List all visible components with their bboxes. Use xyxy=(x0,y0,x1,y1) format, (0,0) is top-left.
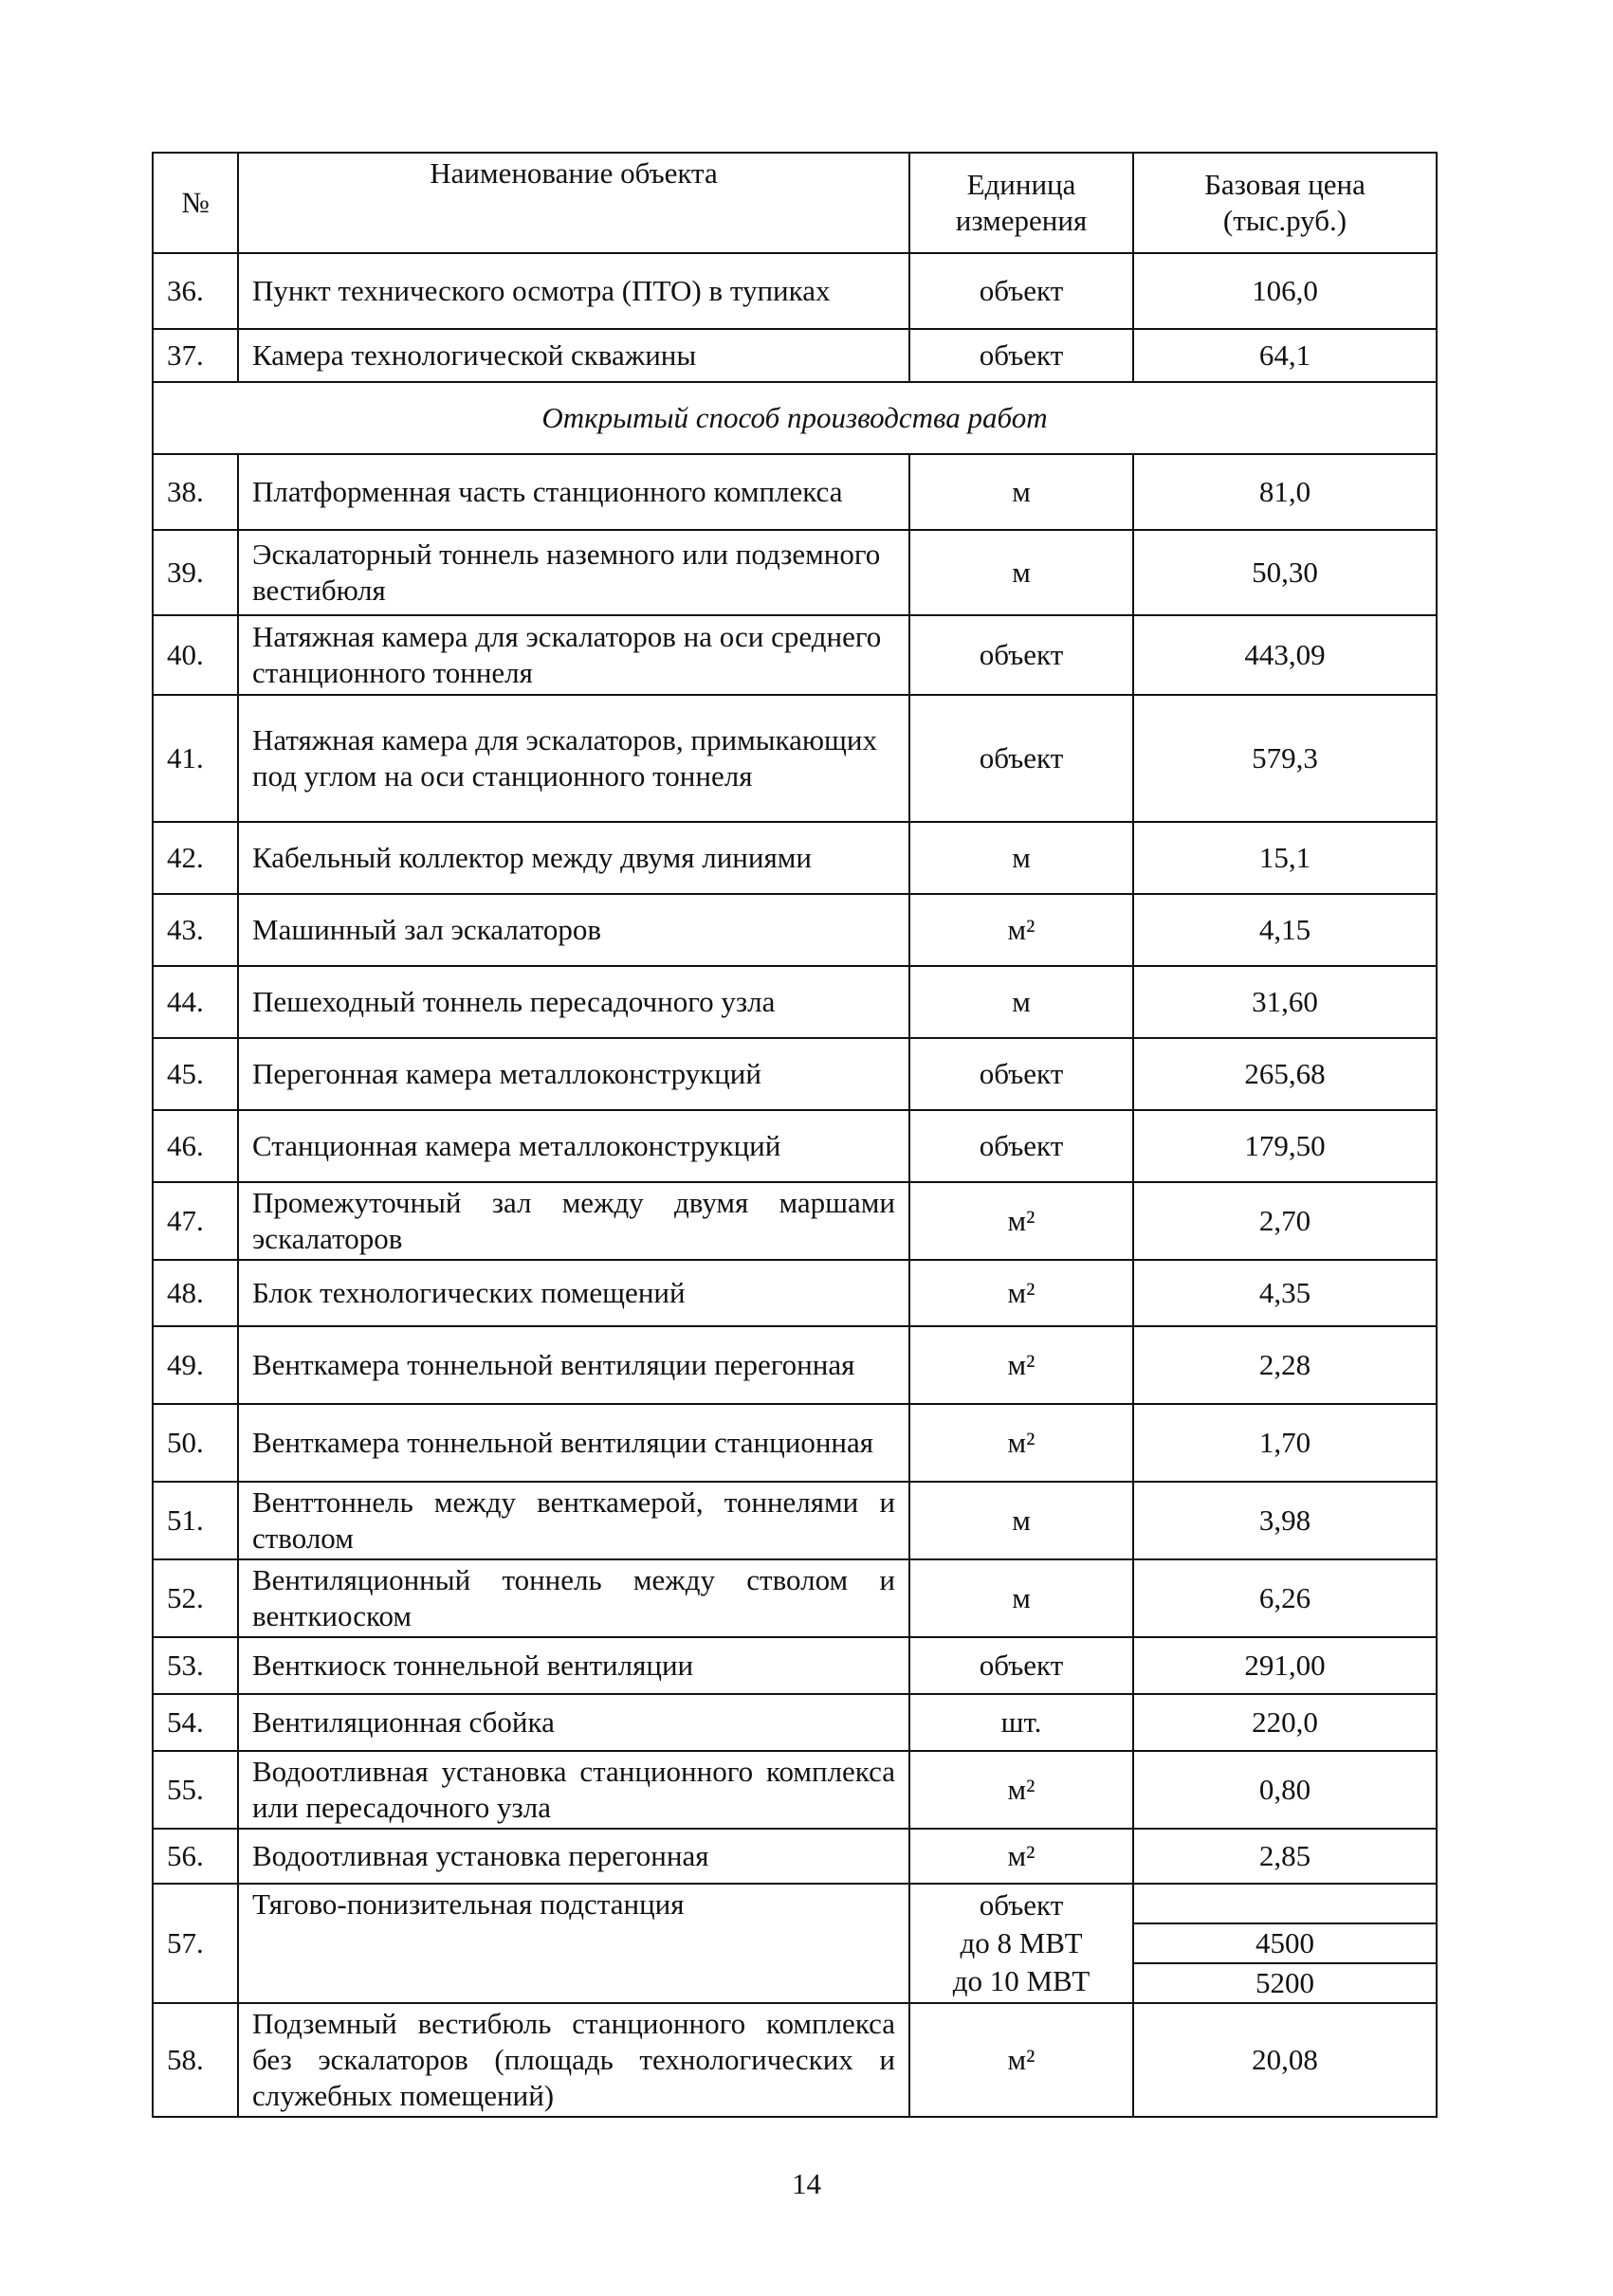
row-name: Перегонная камера металлоконструкций xyxy=(238,1038,909,1110)
row-unit: м xyxy=(909,1482,1133,1559)
row-name: Платформенная часть станционного комплекса xyxy=(238,454,909,530)
row-num: 47. xyxy=(153,1182,238,1260)
row-unit: м² xyxy=(909,1326,1133,1404)
row57-unit-line1: объект xyxy=(979,1888,1064,1922)
row-num: 49. xyxy=(153,1326,238,1404)
row-price: 2,28 xyxy=(1133,1326,1437,1404)
row-num: 37. xyxy=(153,329,238,382)
row-price: 4,35 xyxy=(1133,1260,1437,1326)
row-unit: м² xyxy=(909,1260,1133,1326)
row-price: 106,0 xyxy=(1133,253,1437,329)
row-num: 56. xyxy=(153,1829,238,1884)
row-unit: объект xyxy=(909,615,1133,695)
row-price: 291,00 xyxy=(1133,1637,1437,1694)
row-name: Водоотливная установка станционного комплекса или пересадочного узла xyxy=(238,1751,909,1829)
table-row xyxy=(153,1637,1437,1694)
table-row xyxy=(153,1751,1437,1829)
row-unit: м² xyxy=(909,894,1133,966)
table-row-58 xyxy=(153,2003,1437,2117)
header-name: Наименование объекта xyxy=(238,153,909,253)
table-row xyxy=(153,894,1437,966)
row-price: 265,68 xyxy=(1133,1038,1437,1110)
row-unit: м² xyxy=(909,1751,1133,1829)
table-row xyxy=(153,253,1437,329)
row-unit: объект xyxy=(909,253,1133,329)
table-row xyxy=(153,1326,1437,1404)
row57-price-line2: 4500 xyxy=(1134,1922,1436,1962)
row-price: 4,15 xyxy=(1133,894,1437,966)
row-num: 41. xyxy=(153,695,238,822)
table-row xyxy=(153,822,1437,894)
row-num: 53. xyxy=(153,1637,238,1694)
header-price xyxy=(1133,153,1437,253)
row57-price-line3: 5200 xyxy=(1134,1962,1436,2002)
row-num: 55. xyxy=(153,1751,238,1829)
row-name: Венткамера тоннельной вентиляции перегонная xyxy=(238,1326,909,1404)
row-num: 45. xyxy=(153,1038,238,1110)
row-price: 220,0 xyxy=(1133,1694,1437,1751)
row-num: 38. xyxy=(153,454,238,530)
row57-unit-line2: до 8 МВТ xyxy=(960,1926,1083,1959)
table-row xyxy=(153,615,1437,695)
row-unit: м xyxy=(909,1559,1133,1637)
row57-unit-line3: до 10 МВТ xyxy=(952,1964,1091,1997)
page-number: 14 xyxy=(792,2167,821,2200)
table-row xyxy=(153,1260,1437,1326)
row-price: 179,50 xyxy=(1133,1110,1437,1182)
row-price: 81,0 xyxy=(1133,454,1437,530)
rows-main xyxy=(153,454,1437,1884)
row-unit: м xyxy=(909,966,1133,1038)
row-price: 6,26 xyxy=(1133,1559,1437,1637)
table-row xyxy=(153,454,1437,530)
row-name: Венткиоск тоннельной вентиляции xyxy=(238,1637,909,1694)
row-num: 52. xyxy=(153,1559,238,1637)
row-num: 40. xyxy=(153,615,238,695)
row-name: Пешеходный тоннель пересадочного узла xyxy=(238,966,909,1038)
row-num: 50. xyxy=(153,1404,238,1482)
row-unit: м xyxy=(909,822,1133,894)
row-unit: м² xyxy=(909,2003,1133,2117)
price-table xyxy=(152,152,1438,2118)
row-unit: объект xyxy=(909,329,1133,382)
row-price: 1,70 xyxy=(1133,1404,1437,1482)
row-name: Подземный вестибюль станционного комплекса без эскалаторов (площадь технологических и служебных помещений) xyxy=(238,2003,909,2117)
row-price: 31,60 xyxy=(1133,966,1437,1038)
row-num: 48. xyxy=(153,1260,238,1326)
row-unit: объект xyxy=(909,695,1133,822)
row-num: 51. xyxy=(153,1482,238,1559)
row-num: 57. xyxy=(153,1884,238,2003)
row-num: 36. xyxy=(153,253,238,329)
table-row xyxy=(153,695,1437,822)
table-row xyxy=(153,1038,1437,1110)
table-row xyxy=(153,1829,1437,1884)
row57-price-empty xyxy=(1134,1885,1436,1922)
table-row xyxy=(153,1110,1437,1182)
row-unit: объект xyxy=(909,1038,1133,1110)
table-row xyxy=(153,966,1437,1038)
row-unit: объект xyxy=(909,1110,1133,1182)
row-name: Пункт технического осмотра (ПТО) в тупиках xyxy=(238,253,909,329)
row-name: Венттоннель между венткамерой, тоннелями и стволом xyxy=(238,1482,909,1559)
header-num: № xyxy=(153,153,238,253)
table-row-57 xyxy=(153,1884,1437,2003)
row-price: 2,85 xyxy=(1133,1829,1437,1884)
row-num: 58. xyxy=(153,2003,238,2117)
table-row xyxy=(153,530,1437,615)
header-unit-line1: Единица xyxy=(966,168,1076,201)
rows-top xyxy=(153,253,1437,382)
header-price-line1: Базовая цена xyxy=(1204,168,1366,201)
row-name: Машинный зал эскалаторов xyxy=(238,894,909,966)
section-title: Открытый способ производства работ xyxy=(153,382,1437,454)
row-name: Кабельный коллектор между двумя линиями xyxy=(238,822,909,894)
row-num: 39. xyxy=(153,530,238,615)
row-name: Промежуточный зал между двумя маршами эскалаторов xyxy=(238,1182,909,1260)
row-num: 43. xyxy=(153,894,238,966)
section-row xyxy=(153,382,1437,454)
table-row xyxy=(153,1182,1437,1260)
row-unit: м² xyxy=(909,1404,1133,1482)
row-name: Эскалаторный тоннель наземного или подземного вестибюля xyxy=(238,530,909,615)
table-row xyxy=(153,1559,1437,1637)
row-name: Камера технологической скважины xyxy=(238,329,909,382)
row-unit: шт. xyxy=(909,1694,1133,1751)
header-unit-line2: измерения xyxy=(955,204,1088,237)
row-num: 42. xyxy=(153,822,238,894)
row-price: 64,1 xyxy=(1133,329,1437,382)
row-name: Венткамера тоннельной вентиляции станционная xyxy=(238,1404,909,1482)
table-row xyxy=(153,1694,1437,1751)
row-name: Вентиляционный тоннель между стволом и венткиоском xyxy=(238,1559,909,1637)
row-unit: м² xyxy=(909,1182,1133,1260)
row-unit: объект xyxy=(909,1637,1133,1694)
row-name: Натяжная камера для эскалаторов, примыкающих под углом на оси станционного тоннеля xyxy=(238,695,909,822)
row-name: Вентиляционная сбойка xyxy=(238,1694,909,1751)
header-unit xyxy=(909,153,1133,253)
row-unit: м² xyxy=(909,1829,1133,1884)
row-unit xyxy=(909,1884,1133,2003)
row-name: Станционная камера металлоконструкций xyxy=(238,1110,909,1182)
row-name: Тягово-понизительная подстанция xyxy=(238,1884,909,2003)
row-price: 443,09 xyxy=(1133,615,1437,695)
table-header-row xyxy=(153,153,1437,253)
row-name: Блок технологических помещений xyxy=(238,1260,909,1326)
row-name: Водоотливная установка перегонная xyxy=(238,1829,909,1884)
row-num: 46. xyxy=(153,1110,238,1182)
table-row xyxy=(153,1404,1437,1482)
row-unit: м xyxy=(909,454,1133,530)
row-price: 0,80 xyxy=(1133,1751,1437,1829)
row-name: Натяжная камера для эскалаторов на оси среднего станционного тоннеля xyxy=(238,615,909,695)
row-price: 3,98 xyxy=(1133,1482,1437,1559)
header-price-line2: (тыс.руб.) xyxy=(1222,204,1347,237)
row-num: 44. xyxy=(153,966,238,1038)
row-price: 50,30 xyxy=(1133,530,1437,615)
table-row xyxy=(153,1482,1437,1559)
row-num: 54. xyxy=(153,1694,238,1751)
row-price xyxy=(1133,1884,1437,2003)
row-unit: м xyxy=(909,530,1133,615)
row-price: 2,70 xyxy=(1133,1182,1437,1260)
row-price: 20,08 xyxy=(1133,2003,1437,2117)
table-row xyxy=(153,329,1437,382)
row-price: 579,3 xyxy=(1133,695,1437,822)
row-price: 15,1 xyxy=(1133,822,1437,894)
